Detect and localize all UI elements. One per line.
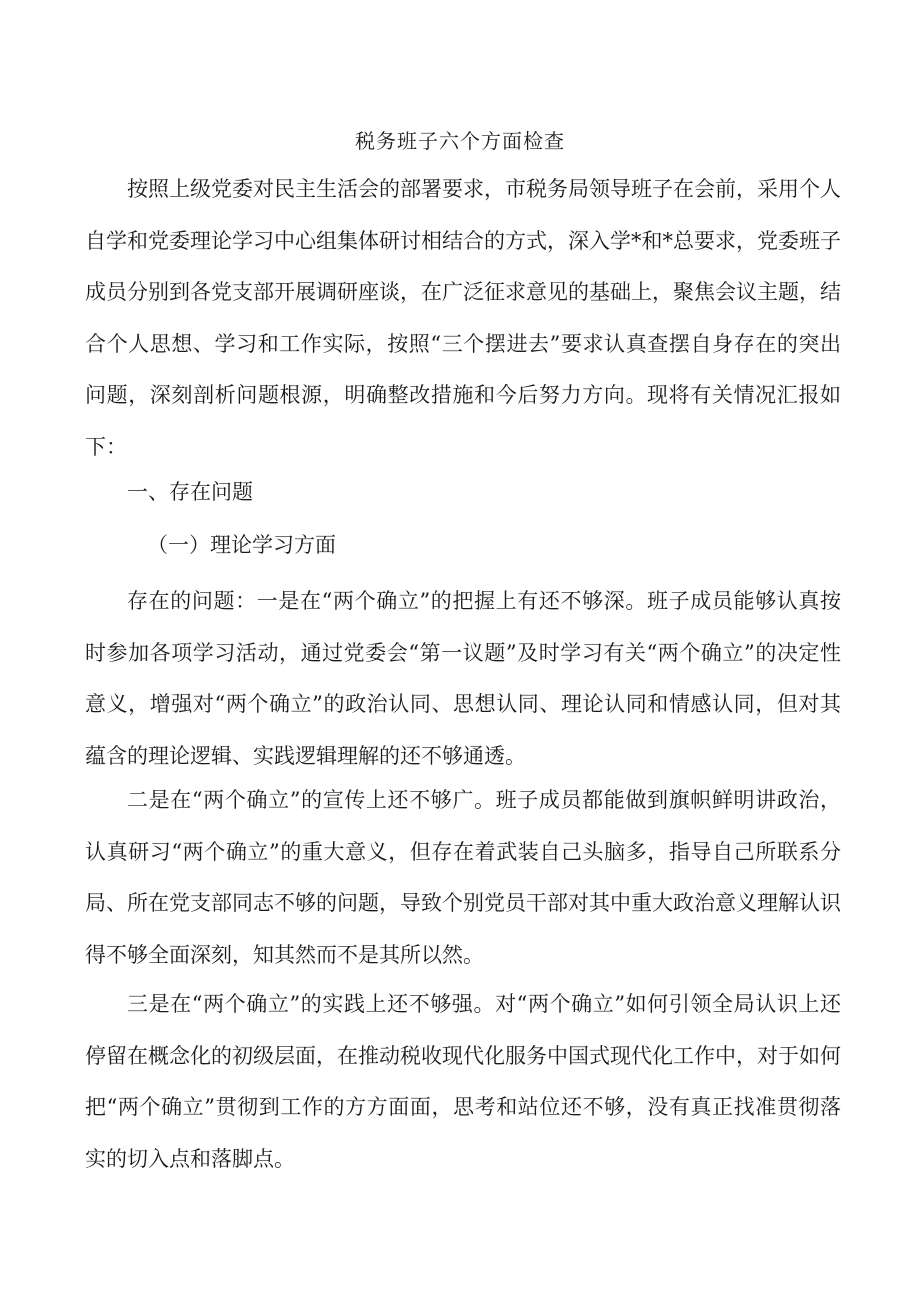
section-heading: 一、存在问题 xyxy=(127,480,253,504)
body-paragraph: 三是在“两个确立”的实践上还不够强。对“两个确立”如何引领全局认识上还停留在概念化的初级层面，在推动税收现代化服务中国式现代化工作中，对于如何把“两个确立”贯彻到工作的方方面面，思考和站位还不够，没有真正找准贯彻落实的切入点和落脚点。 xyxy=(85,992,841,1171)
body-paragraph: 存在的问题：一是在“两个确立”的把握上有还不够深。班子成员能够认真按时参加各项学习活动，通过党委会“第一议题”及时学习有关“两个确立”的决定性意义，增强对“两个确立”的政治认同、思想认同、理论认同和情感认同，但对其蕴含的理论逻辑、实践逻辑理解的还不够通透。 xyxy=(85,589,841,768)
intro-paragraph: 按照上级党委对民主生活会的部署要求，市税务局领导班子在会前，采用个人自学和党委理论学习中心组集体研讨相结合的方式，深入学*和*总要求，党委班子成员分别到各党支部开展调研座谈，在广泛征求意见的基础上，聚焦会议主题，结合个人思想、学习和工作实际，按照“三个摆进去”要求认真查摆自身存在的突出问题，深刻剖析问题根源，明确整改措施和今后努力方向。现将有关情况汇报如下： xyxy=(85,177,841,459)
document-title: 税务班子六个方面检查 xyxy=(355,129,565,153)
body-paragraph: 二是在“两个确立”的宣传上还不够广。班子成员都能做到旗帜鲜明讲政治，认真研习“两个确立”的重大意义，但存在着武装自己头脑多，指导自己所联系分局、所在党支部同志不够的问题，导致个别党员干部对其中重大政治意义理解认识得不够全面深刻，知其然而不是其所以然。 xyxy=(85,788,841,967)
subsection-heading: （一）理论学习方面 xyxy=(147,533,336,557)
